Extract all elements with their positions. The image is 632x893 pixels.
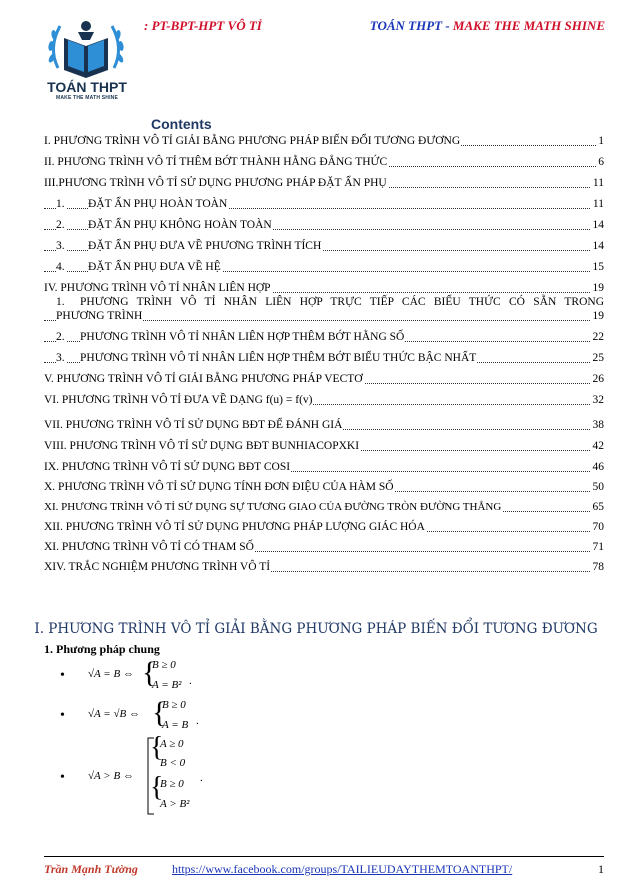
header-left-title: : PT-BPT-HPT VÔ TỈ	[144, 18, 262, 33]
toc-row[interactable]	[44, 539, 604, 555]
toc-row[interactable]	[44, 259, 604, 275]
formula-2-cond-b: A = B	[162, 719, 189, 731]
toc-text: V. PHƯƠNG TRÌNH VÔ TỈ GIẢI BẰNG PHƯƠNG PHÁP VECTƠ	[44, 373, 363, 385]
toc-text: PHƯƠNG TRÌNH VÔ TỈ NHÂN LIÊN HỢP THÊM BỚT BIỂU THỨC BẬC NHẤT	[80, 352, 477, 364]
toc-row[interactable]	[44, 280, 604, 296]
toc-text: VII. PHƯƠNG TRÌNH VÔ TỈ SỬ DỤNG BĐT ĐỂ ĐÁNH GIÁ	[44, 419, 343, 431]
toc-row[interactable]	[44, 479, 604, 495]
formula-1-cond-a: B ≥ 0	[152, 659, 176, 671]
toc-row[interactable]	[44, 175, 604, 191]
formula-2-cond-a: B ≥ 0	[162, 699, 186, 711]
toc-page: 78	[592, 561, 604, 573]
toc-row[interactable]	[44, 196, 604, 212]
toc-text: PHƯƠNG TRÌNH VÔ TỈ NHÂN LIÊN HỢP THÊM BỚT HẰNG SỐ	[80, 331, 405, 343]
toc-row[interactable]	[44, 392, 604, 408]
toc-text: ĐẶT ẨN PHỤ HOÀN TOÀN	[88, 198, 228, 210]
toc-page: 25	[592, 352, 604, 364]
header-right-title	[370, 18, 605, 34]
toc-page: 38	[592, 419, 604, 431]
toc-text: VI. PHƯƠNG TRÌNH VÔ TỈ ĐƯA VỀ DẠNG f(u) = f(v)	[44, 394, 313, 406]
formula-3-lhs: √A > B ⇔	[88, 770, 134, 782]
toc-page: 50	[592, 481, 604, 493]
toc-row[interactable]	[44, 217, 604, 233]
toc-text: II. PHƯƠNG TRÌNH VÔ TỈ THÊM BỚT THÀNH HẰNG ĐẲNG THỨC	[44, 156, 388, 168]
left-brace-icon: {	[152, 696, 167, 729]
toc-text: XIV. TRẮC NGHIỆM PHƯƠNG TRÌNH VÔ TỈ	[44, 561, 271, 573]
toc-row[interactable]	[44, 499, 604, 515]
left-brace-icon: {	[150, 772, 164, 803]
toc-text: X. PHƯƠNG TRÌNH VÔ TỈ SỬ DỤNG TÍNH ĐƠN ĐIỆU CỦA HÀM SỐ	[44, 481, 394, 493]
toc-page: 22	[592, 331, 604, 343]
toc-row[interactable]	[44, 438, 604, 454]
bullet-icon: •	[60, 668, 65, 683]
formula-3-cond-a: A ≥ 0	[160, 738, 184, 750]
toc-page: 15	[592, 261, 604, 273]
footer-divider	[44, 856, 604, 857]
toc-text-line2: PHƯƠNG TRÌNH	[56, 310, 143, 322]
toc-page: 70	[592, 521, 604, 533]
toc-page: 65	[592, 501, 604, 513]
toc-text: III.PHƯƠNG TRÌNH VÔ TỈ SỬ DỤNG PHƯƠNG PHÁP ĐẶT ẨN PHỤ	[44, 177, 387, 189]
toc-row[interactable]	[44, 519, 604, 535]
footer-facebook-link[interactable]: https://www.facebook.com/groups/TAILIEUDAYTHEMTOANTHPT/	[172, 862, 513, 876]
formula-3-cond-c: B ≥ 0	[160, 778, 184, 790]
formula-2-lhs: √A = √B ⇔	[88, 708, 140, 720]
footer-page-number: 1	[598, 862, 604, 876]
toc-text: XII. PHƯƠNG TRÌNH VÔ TỈ SỬ DỤNG PHƯƠNG PHÁP LƯỢNG GIÁC HÓA	[44, 521, 425, 533]
left-brace-icon: {	[142, 656, 157, 689]
bullet-icon: •	[60, 708, 65, 723]
contents-heading: Contents	[151, 116, 212, 132]
toc-row[interactable]	[44, 329, 604, 345]
toc-row[interactable]	[44, 350, 604, 366]
formula-1-cond-b: A = B²	[152, 679, 182, 691]
header-right-prefix: TOÁN THPT -	[369, 18, 453, 33]
toc-text: XI. PHƯƠNG TRÌNH VÔ TỈ CÓ THAM SỐ	[44, 541, 254, 553]
toc-page: 26	[592, 373, 604, 385]
formula-3-cond-d: A > B²	[160, 798, 190, 810]
toc-page: 19	[592, 282, 604, 294]
toc-text: ĐẶT ẨN PHỤ ĐƯA VỀ HỆ	[88, 261, 221, 273]
toc-text: XI. PHƯƠNG TRÌNH VÔ TỈ SỬ DỤNG SỰ TƯƠNG GIAO CỦA ĐƯỜNG TRÒN ĐƯỜNG THẲNG	[44, 501, 502, 513]
toc-page: 6	[598, 156, 604, 168]
toc-page: 1	[598, 135, 604, 147]
toc-row[interactable]	[44, 154, 604, 170]
toc-row[interactable]	[44, 459, 604, 475]
formula-2-dot: .	[196, 715, 199, 727]
toc-num: 4.	[56, 261, 65, 273]
toc-page: 11	[592, 177, 604, 189]
toc-page: 46	[592, 461, 604, 473]
toc-row[interactable]	[44, 371, 604, 387]
toc-row[interactable]	[44, 417, 604, 433]
toc-page: 19	[592, 310, 604, 322]
bullet-icon: •	[60, 770, 65, 785]
formula-1-lhs: √A = B ⇔	[88, 668, 134, 680]
toc-text: VIII. PHƯƠNG TRÌNH VÔ TỈ SỬ DỤNG BĐT BUNHIACOPXKI	[44, 440, 360, 452]
header-right-suffix: MAKE THE MATH SHINE	[452, 18, 605, 33]
toc-num: 2.	[56, 331, 65, 343]
footer-author: Trần Mạnh Tường	[44, 862, 138, 876]
toc-row[interactable]	[44, 133, 604, 149]
toc-text: ĐẶT ẨN PHỤ KHÔNG HOÀN TOÀN	[88, 219, 272, 231]
toc-text: ĐẶT ẨN PHỤ ĐƯA VỀ PHƯƠNG TRÌNH TÍCH	[88, 240, 322, 252]
toc-page: 11	[592, 198, 604, 210]
subsection-heading: 1. Phương pháp chung	[44, 642, 160, 656]
toc-num: 2.	[56, 219, 65, 231]
logo-title: TOÁN THPT	[47, 79, 127, 95]
toc-page: 42	[592, 440, 604, 452]
toc-text: IV. PHƯƠNG TRÌNH VÔ TỈ NHÂN LIÊN HỢP	[44, 282, 271, 294]
formula-3-dot: .	[200, 772, 203, 784]
toc-num: 3.	[56, 352, 65, 364]
toc-page: 14	[592, 219, 604, 231]
toc-row[interactable]	[44, 559, 604, 575]
formula-1-dot: .	[189, 675, 192, 687]
toc-row[interactable]	[44, 238, 604, 254]
toc-num: 3.	[56, 240, 65, 252]
toc-page: 14	[592, 240, 604, 252]
section-heading: I. PHƯƠNG TRÌNH VÔ TỈ GIẢI BẰNG PHƯƠNG PHÁP BIẾN ĐỔI TƯƠNG ĐƯƠNG	[34, 621, 598, 637]
toc-text: IX. PHƯƠNG TRÌNH VÔ TỈ SỬ DỤNG BĐT COSI	[44, 461, 291, 473]
toc-row-wrapped[interactable]	[44, 296, 604, 324]
toc-text: I. PHƯƠNG TRÌNH VÔ TỈ GIẢI BẰNG PHƯƠNG PHÁP BIẾN ĐỔI TƯƠNG ĐƯƠNG	[44, 135, 461, 147]
toc-text-line1: PHƯƠNG TRÌNH VÔ TỈ NHÂN LIÊN HỢP TRỰC TIẾP CÁC BIỂU THỨC CÓ SẴN TRONG	[80, 296, 604, 308]
left-brace-icon: {	[150, 732, 164, 763]
toc-page: 71	[592, 541, 604, 553]
logo-tagline: MAKE THE MATH SHINE	[55, 95, 119, 101]
toc-num: 1.	[56, 198, 65, 210]
formula-3-cond-b: B < 0	[160, 757, 186, 769]
toc-page: 32	[592, 394, 604, 406]
toc-num: 1.	[56, 296, 65, 308]
